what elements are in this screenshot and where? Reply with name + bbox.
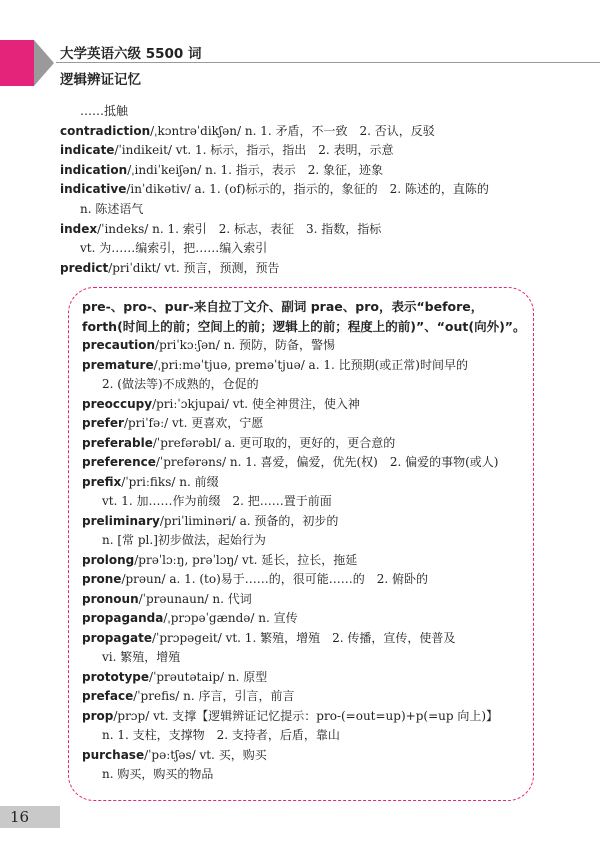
definition-text: vt. 1. 加……作为前缀 2. 把……置于前面 <box>102 494 332 508</box>
page-number: 16 <box>0 806 60 828</box>
definition-text: /ˈprɔpəgeit/ vt. 1. 繁殖，增殖 2. 传播，宣传，使普及 <box>152 630 456 645</box>
definition-text: /ˈprəunaun/ n. 代词 <box>138 591 252 606</box>
definition-text: /priˈdikt/ vt. 预言，预测，预告 <box>108 260 280 275</box>
section-title: 逻辑辨证记忆 <box>60 72 141 88</box>
definition-text: /prɔp/ vt. 支撑【逻辑辨证记忆提示：pro-(=out=up)+p(=up 向上)】 <box>113 708 499 723</box>
entry-line <box>60 142 394 158</box>
definition-text: n. 购买，购买的物品 <box>102 767 214 781</box>
chapter-tab-pink <box>0 40 34 86</box>
definition-text: vt. 为……编索引，把……编入索引 <box>80 241 268 256</box>
definition-text: n. 1. 支柱，支撑物 2. 支持者，后盾，靠山 <box>102 728 340 742</box>
headword: propaganda <box>82 611 164 625</box>
book-title: 大学英语六级 5500 词 <box>60 46 202 62</box>
definition-text: n. [常 pl.]初步做法，起始行为 <box>102 533 266 547</box>
headword: purchase <box>82 747 145 762</box>
entry-line <box>82 610 298 626</box>
entry-line <box>60 260 280 276</box>
headword: pronoun <box>82 591 139 606</box>
definition-text: /ˈprəutətaip/ n. 原型 <box>149 669 268 684</box>
entry-line <box>102 493 332 509</box>
entry-line <box>82 708 498 724</box>
headword: prolong <box>82 552 135 567</box>
entry-line <box>82 552 357 568</box>
entry-line <box>82 688 294 704</box>
definition-text: /ˈpəːtʃəs/ vt. 买，购买 <box>144 747 267 762</box>
definition-text: /ˌprɔpəˈgændə/ n. 宣传 <box>163 611 298 625</box>
entry-line <box>60 162 383 178</box>
entry-line <box>102 376 259 392</box>
entry-line <box>102 766 213 782</box>
entry-line <box>82 747 267 763</box>
definition-text: /ˌkɔntrəˈdikʃən/ n. 1. 矛盾，不一致 2. 否认，反驳 <box>150 123 435 138</box>
entry-line <box>82 630 455 646</box>
entry-line <box>82 396 360 412</box>
box-heading: pre-、pro-、pur-来自拉丁文介、副词 prae、pro，表示“before，forth(时间上的前；空间上的前；逻辑上的前；程度上的前)”、“out(向外)”。 <box>82 299 526 334</box>
definition-text: /prəun/ a. 1. (to)易于……的，很可能……的 2. 俯卧的 <box>121 572 429 586</box>
entry-line <box>102 649 180 665</box>
entry-line <box>80 201 143 217</box>
headword: preliminary <box>82 513 160 528</box>
headword: prone <box>82 572 122 586</box>
definition-text: ……抵触 <box>80 104 129 118</box>
headword: prefix <box>82 474 122 489</box>
headword: index <box>60 221 98 236</box>
entry-line <box>82 435 395 451</box>
headword: preface <box>82 689 134 703</box>
headword: prototype <box>82 669 150 684</box>
definition-text: n. 陈述语气 <box>80 202 144 216</box>
definition-text: /ˈprefərəbl/ a. 更可取的，更好的，更合意的 <box>152 435 396 450</box>
definition-text: /ˈprefərəns/ n. 1. 喜爱，偏爱，优先(权) 2. 偏爱的事物(或人) <box>155 455 499 469</box>
chapter-tab-arrow <box>34 40 54 86</box>
headword: contradiction <box>60 123 151 138</box>
entry-line <box>82 357 468 373</box>
definition-text: /priˈfəː/ vt. 更喜欢，宁愿 <box>123 416 264 430</box>
entry-line <box>82 513 338 529</box>
definition-text: /priˈkɔːʃən/ n. 预防，防备，警惕 <box>155 338 335 352</box>
entry-line <box>82 454 498 470</box>
headword: indicative <box>60 182 127 197</box>
definition-text: /priːˈɔkjupai/ vt. 使全神贯注，使入神 <box>152 396 360 411</box>
entry-line <box>60 181 489 197</box>
entry-line <box>82 415 263 431</box>
entry-line <box>60 123 435 139</box>
entry-line <box>102 727 340 743</box>
definition-text: /ˈprefis/ n. 序言，引言，前言 <box>133 689 295 703</box>
headword: preoccupy <box>82 396 153 411</box>
headword: indicate <box>60 143 115 158</box>
definition-text: /inˈdikətiv/ a. 1. (of)标示的，指示的，象征的 2. 陈述的，直陈的 <box>126 182 489 197</box>
headword: predict <box>60 260 109 275</box>
entry-line <box>82 669 267 685</box>
definition-text: /priˈliminəri/ a. 预备的，初步的 <box>159 513 339 528</box>
headword: precaution <box>82 338 156 352</box>
definition-text: /ˌpriːməˈtjuə, preməˈtjuə/ a. 1. 比预期(或正常)时间早的 <box>153 357 468 372</box>
headword: propagate <box>82 630 153 645</box>
entry-line <box>82 591 252 607</box>
entry-line <box>82 337 335 353</box>
headword: premature <box>82 357 154 372</box>
headword: prefer <box>82 416 124 430</box>
entry-line <box>80 103 128 119</box>
definition-text: /ˈpriːfiks/ n. 前缀 <box>121 474 219 489</box>
entry-line <box>82 571 428 587</box>
entry-line <box>82 474 219 490</box>
entry-line <box>80 240 267 256</box>
definition-text: /ˌindiˈkeiʃən/ n. 1. 指示，表示 2. 象征，迹象 <box>127 162 383 177</box>
definition-text: 2. (做法等)不成熟的，仓促的 <box>102 377 259 391</box>
definition-text: /ˈindeks/ n. 1. 索引 2. 标志，表征 3. 指数，指标 <box>97 221 382 236</box>
definition-text: vi. 繁殖，增殖 <box>102 650 181 664</box>
entry-line <box>102 532 266 548</box>
definition-text: /ˈindikeit/ vt. 1. 标示，指示，指出 2. 表明，示意 <box>114 143 394 158</box>
headword: indication <box>60 162 128 177</box>
headword: preference <box>82 455 156 469</box>
headword: preferable <box>82 435 153 450</box>
headword: prop <box>82 708 114 723</box>
entry-line <box>60 221 381 237</box>
header-divider <box>56 62 600 63</box>
definition-text: /prəˈlɔːŋ, prəˈlɔŋ/ vt. 延长，拉长，拖延 <box>134 552 358 567</box>
